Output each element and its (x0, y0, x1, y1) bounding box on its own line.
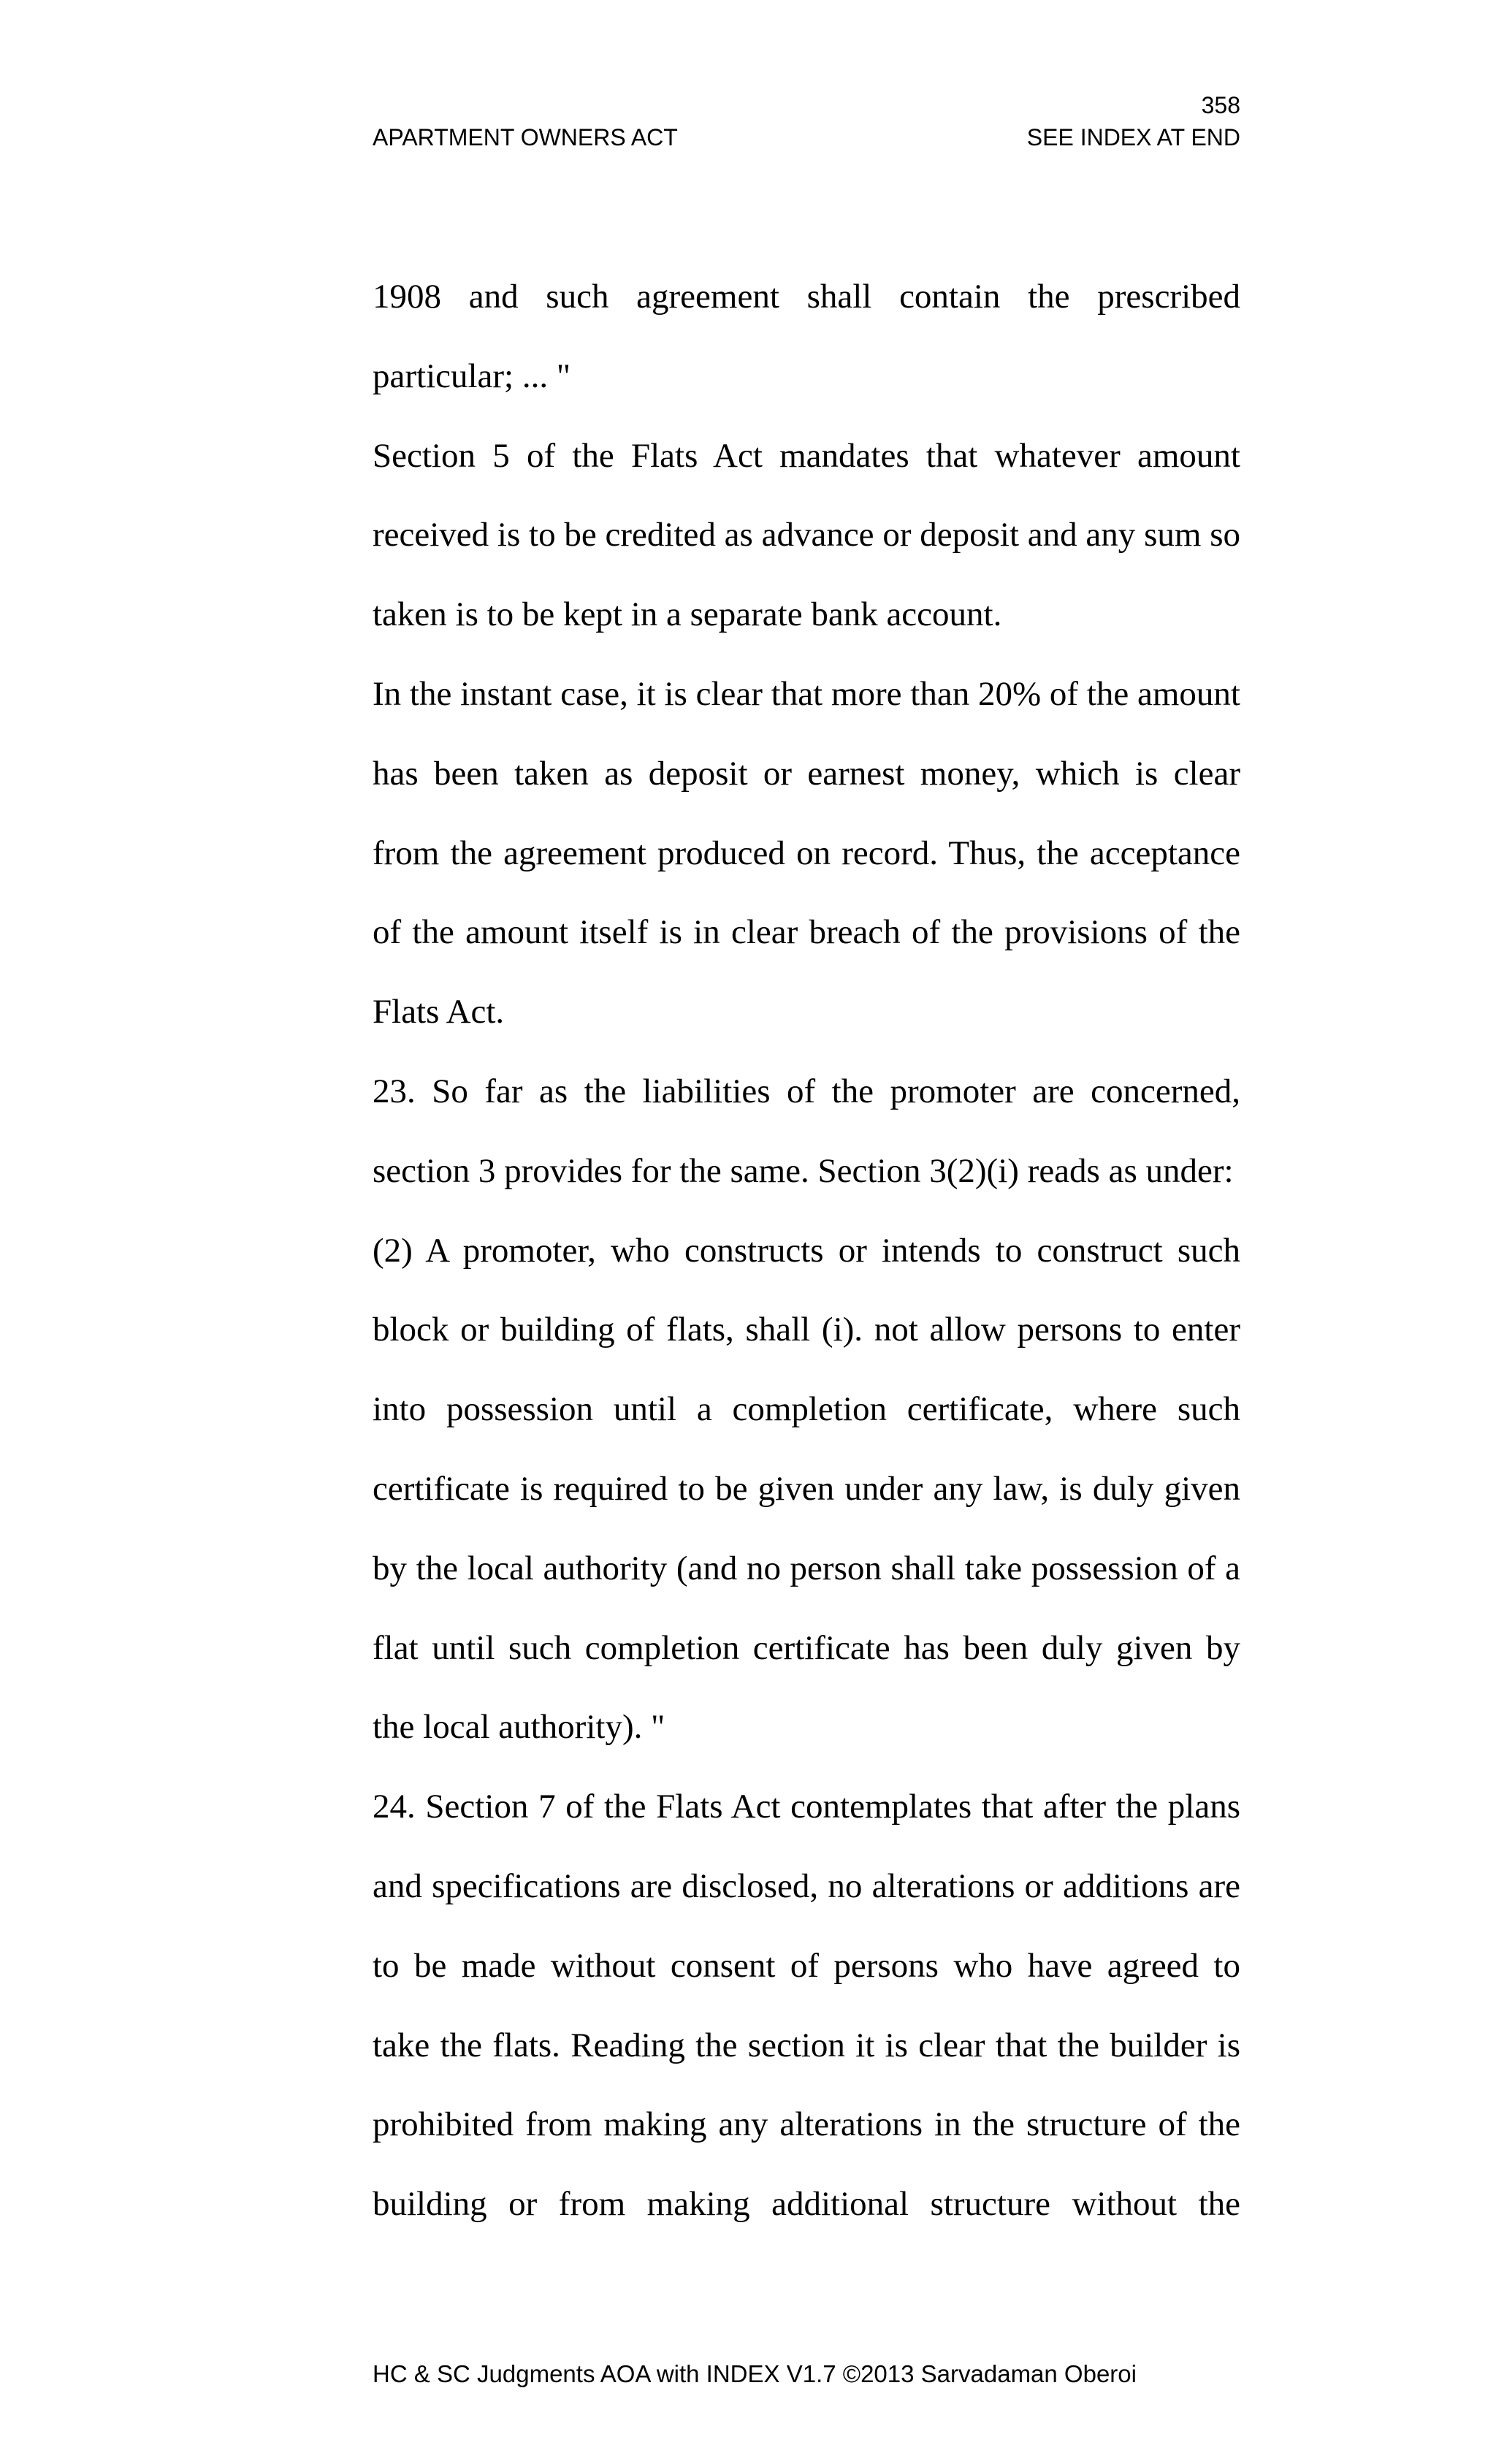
paragraph-5: (2) A promoter, who constructs or intends to construct such block or building of flats, shall (i). not allow persons to enter into possession until a completion certificate, where such certificate is required to be given under any law, is duly given by the local authority (and no person shall take possession of a flat until such completion certificate has been duly given by the local authority). " (373, 1231, 1240, 1747)
page-number: 358 (1201, 92, 1240, 118)
page-footer: HC & SC Judgments AOA with INDEX V1.7 ©2013 Sarvadaman Oberoi (373, 2360, 1137, 2387)
paragraph-3: In the instant case, it is clear that more than 20% of the amount has been taken as deposit or earnest money, which is clear from the agreement produced on record. Thus, the acceptance of the amount itself is in clear breach of the provisions of the Flats Act. (373, 674, 1240, 1031)
header-left-title: APARTMENT OWNERS ACT (373, 124, 678, 150)
paragraph-1: 1908 and such agreement shall contain the prescribed particular; ... " (373, 278, 1240, 395)
paragraph-2: Section 5 of the Flats Act mandates that whatever amount received is to be credited as advance or deposit and any sum so taken is to be kept in a separate bank account. (373, 436, 1240, 634)
paragraph-6: 24. Section 7 of the Flats Act contemplates that after the plans and specifications are disclosed, no alterations or additions are to be made without consent of persons who have agreed to take the flats. Reading the section it is clear that the builder is prohibited from making any alterations in the structure of the building or from making additional structure without the (373, 1788, 1240, 2224)
body-text (373, 257, 1240, 2244)
paragraph-4: 23. So far as the liabilities of the promoter are concerned, section 3 provides for the same. Section 3(2)(i) reads as under: (373, 1072, 1240, 1190)
header-right-title: SEE INDEX AT END (1026, 124, 1240, 150)
running-header (373, 123, 1240, 152)
